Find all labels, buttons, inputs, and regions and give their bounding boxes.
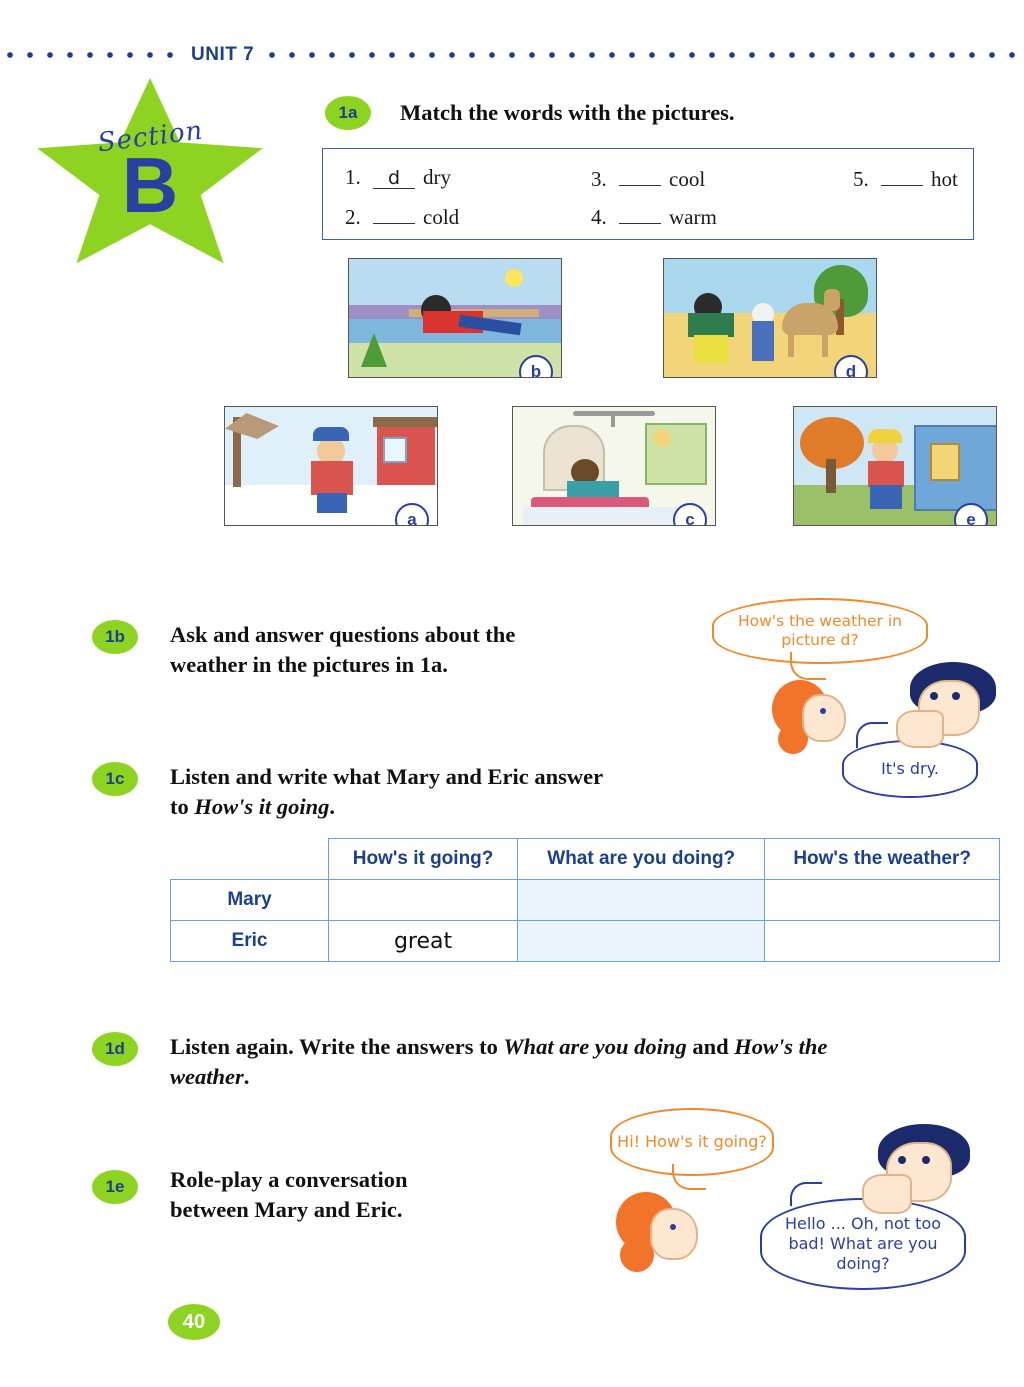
word-text-2: cold <box>423 205 460 229</box>
answers-table <box>170 838 1000 962</box>
word-blank-3[interactable] <box>619 165 661 186</box>
character-boy-1e <box>862 1124 972 1220</box>
activity-instruction-1a: Match the words with the pictures. <box>400 100 735 125</box>
word-blank-5[interactable] <box>881 165 923 186</box>
word-text-4: warm <box>669 205 717 229</box>
unit-header-rule <box>0 44 1024 66</box>
section-star <box>35 78 265 273</box>
table-row-label-mary: Mary <box>171 880 329 921</box>
table-row <box>171 921 1000 962</box>
activity-badge-1d: 1d <box>92 1032 138 1066</box>
word-blank-2[interactable] <box>373 203 415 224</box>
table-header-how-its-going: How's it going? <box>329 839 518 880</box>
section-word: Section <box>96 115 205 159</box>
word-item-4 <box>591 203 717 230</box>
word-blank-1[interactable]: d <box>373 168 415 189</box>
activity-instruction-1d-line2 <box>170 1062 970 1092</box>
unit-label: UNIT 7 <box>191 44 255 65</box>
word-item-3 <box>591 165 705 192</box>
word-item-2 <box>345 203 459 230</box>
picture-letter-b: b <box>519 355 553 378</box>
speech-bubble-tail-blue-1b <box>856 722 888 748</box>
picture-d <box>663 258 877 378</box>
character-boy-1b <box>896 662 1000 754</box>
table-row-label-eric: Eric <box>171 921 329 962</box>
activity-badge-1a: 1a <box>325 96 371 130</box>
instruction-1c-prefix: to <box>170 794 195 819</box>
speech-bubble-tail-orange-1e <box>672 1164 706 1190</box>
activity-instruction-1b-line1: Ask and answer questions about the <box>170 622 516 647</box>
word-item-5 <box>853 165 958 192</box>
activity-badge-1b: 1b <box>92 620 138 654</box>
word-list-box <box>322 148 974 240</box>
speech-bubble-question-1b: How's the weather in picture d? <box>712 598 928 664</box>
word-number-5: 5. <box>853 167 869 191</box>
table-header-row <box>171 839 1000 880</box>
instruction-1c-italic: How's it going <box>194 794 330 819</box>
activity-instruction-1e-line2: between Mary and Eric. <box>170 1197 403 1222</box>
activity-badge-1c: 1c <box>92 762 138 796</box>
instruction-1d-italic3: weather <box>170 1064 244 1089</box>
section-letter: B <box>121 141 179 229</box>
picture-a <box>224 406 438 526</box>
speech-bubble-answer-1e: Hello ... Oh, not too bad! What are you doing? <box>760 1198 966 1290</box>
word-number-4: 4. <box>591 205 607 229</box>
instruction-1d-mid: and <box>686 1034 735 1059</box>
word-number-2: 2. <box>345 205 361 229</box>
cell-mary-going[interactable] <box>329 880 518 921</box>
word-item-1 <box>345 165 451 190</box>
dotted-rule-right <box>262 52 1024 58</box>
activity-instruction-1c-line2 <box>170 792 730 822</box>
word-number-3: 3. <box>591 167 607 191</box>
instruction-1d-italic2: How's the <box>734 1034 828 1059</box>
cell-mary-doing[interactable] <box>518 880 765 921</box>
cell-mary-weather[interactable] <box>765 880 1000 921</box>
cell-eric-doing[interactable] <box>518 921 765 962</box>
activity-instruction-1d-line1 <box>170 1032 970 1062</box>
activity-instruction-1c-line1: Listen and write what Mary and Eric answer <box>170 764 604 789</box>
page-number: 40 <box>168 1304 220 1340</box>
picture-letter-d: d <box>834 355 868 378</box>
activity-instruction-1b-line2: weather in the pictures in 1a. <box>170 652 448 677</box>
activity-instruction-1e-line1: Role-play a conversation <box>170 1167 408 1192</box>
character-girl-1b <box>772 676 848 760</box>
instruction-1c-suffix: . <box>329 794 336 819</box>
picture-b <box>348 258 562 378</box>
table-corner-cell <box>171 839 329 880</box>
dotted-rule-left <box>0 52 185 58</box>
character-girl-1e <box>616 1188 706 1284</box>
word-text-3: cool <box>669 167 706 191</box>
speech-bubble-answer-1b: It's dry. <box>842 740 978 798</box>
table-row <box>171 880 1000 921</box>
cell-eric-going[interactable]: great <box>329 921 518 962</box>
activity-badge-1e: 1e <box>92 1170 138 1204</box>
word-text-1: dry <box>423 165 451 189</box>
word-blank-4[interactable] <box>619 203 661 224</box>
instruction-1d-italic1: What are you doing <box>503 1034 687 1059</box>
picture-letter-c: c <box>673 503 707 526</box>
word-text-5: hot <box>931 167 958 191</box>
instruction-1d-suffix: . <box>243 1064 250 1089</box>
picture-e <box>793 406 997 526</box>
word-number-1: 1. <box>345 165 361 189</box>
picture-letter-e: e <box>954 503 988 526</box>
cell-eric-weather[interactable] <box>765 921 1000 962</box>
speech-bubble-tail-blue-1e <box>790 1182 822 1206</box>
speech-bubble-question-1e: Hi! How's it going? <box>610 1108 774 1176</box>
instruction-1d-prefix: Listen again. Write the answers to <box>170 1034 504 1059</box>
picture-c <box>512 406 716 526</box>
table-header-hows-the-weather: How's the weather? <box>765 839 1000 880</box>
table-header-what-are-you-doing: What are you doing? <box>518 839 765 880</box>
picture-letter-a: a <box>395 503 429 526</box>
